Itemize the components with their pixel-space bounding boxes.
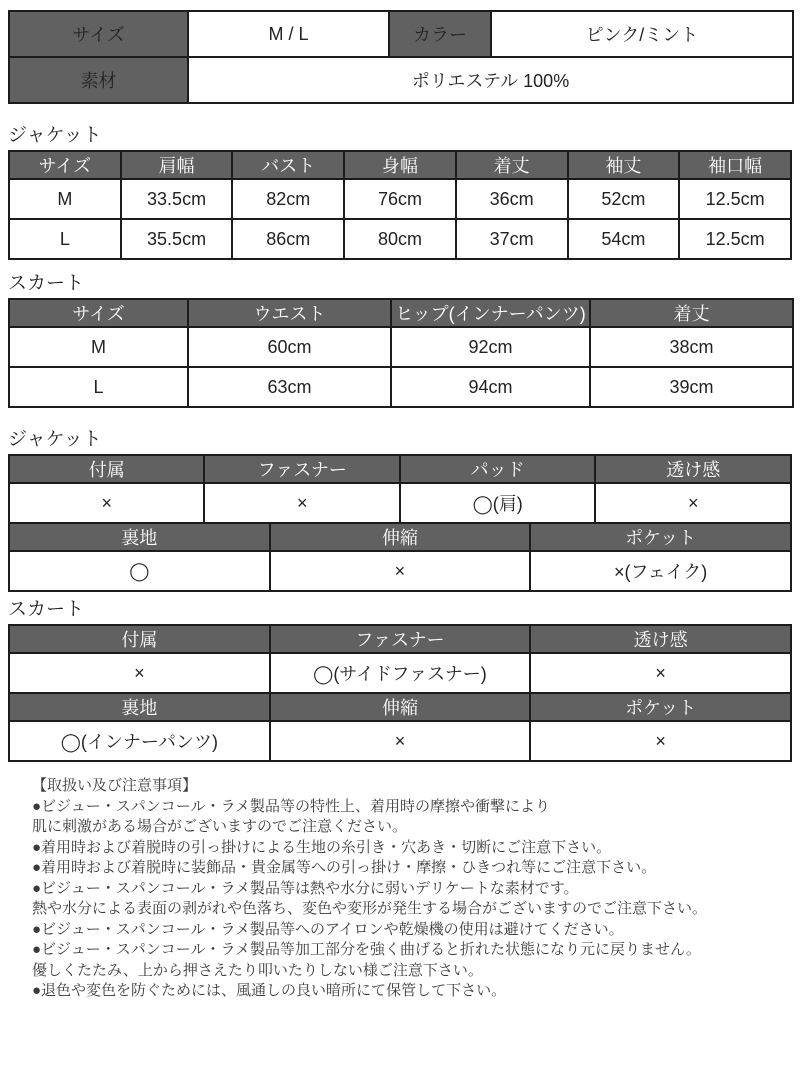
care-notes-title: 【取扱い及び注意事項】 — [32, 777, 198, 794]
data-cell: 37cm — [456, 219, 568, 259]
spec-header-cell: 伸縮 — [270, 693, 531, 721]
table-row — [9, 721, 791, 761]
table-row — [9, 653, 791, 693]
skirt-spec-table — [8, 624, 792, 762]
care-note-line: ●退色や変色を防ぐためには、風通しの良い暗所にて保管して下さい。 — [32, 982, 507, 999]
spec-value-cell: ◯(サイドファスナー) — [270, 653, 531, 693]
spec-value-cell: ◯(インナーパンツ) — [9, 721, 270, 761]
material-value-cell: ポリエステル 100% — [188, 57, 793, 103]
jacket-spec-table — [8, 454, 792, 592]
care-note-line: ●ビジュー・スパンコール・ラメ製品等は熱や水分に弱いデリケートな素材です。 — [32, 879, 579, 897]
care-note-line: ●ビジュー・スパンコール・ラメ製品等加工部分を強く曲げると折れた状態になり元に戻りません。 — [32, 941, 701, 958]
spec-header-cell: ファスナー — [270, 625, 531, 653]
column-header-cell: 着丈 — [456, 151, 568, 179]
data-cell: L — [9, 219, 121, 259]
size-label-cell: サイズ — [9, 11, 188, 57]
spec-header-cell: 透け感 — [530, 625, 791, 653]
spec-header-cell: 付属 — [9, 455, 204, 483]
data-cell: 33.5cm — [121, 179, 233, 219]
table-row — [9, 483, 791, 523]
care-note-line: ●ビジュー・スパンコール・ラメ製品等の特性上、着用時の摩擦や衝撃により — [32, 797, 551, 815]
care-note-line: ●着用時および着脱時に装飾品・貴金属等への引っ掛け・摩擦・ひきつれ等にご注意下さい。 — [32, 859, 657, 876]
data-cell: 52cm — [568, 179, 680, 219]
spec-value-cell: × — [270, 551, 531, 591]
spec-header-cell: 付属 — [9, 625, 270, 653]
spec-header-cell: 透け感 — [595, 455, 791, 483]
data-cell: 36cm — [456, 179, 568, 219]
data-cell: 86cm — [232, 219, 344, 259]
table-row — [9, 179, 791, 219]
spec-header-cell: ポケット — [530, 693, 791, 721]
jacket-size-heading: ジャケット — [8, 125, 102, 146]
column-header-cell: ウエスト — [188, 299, 391, 327]
data-cell: M — [9, 327, 188, 367]
color-label-cell: カラー — [389, 11, 491, 57]
size-value-cell: M / L — [188, 11, 389, 57]
table-row — [9, 551, 791, 591]
care-note-line: 熱や水分による表面の剥がれや色落ち、変色や変形が発生する場合がございますのでご注意下さい。 — [32, 900, 708, 917]
spec-value-cell: × — [204, 483, 399, 523]
spec-value-cell: × — [530, 653, 791, 693]
jacket-size-table — [8, 150, 792, 260]
data-cell: 76cm — [344, 179, 456, 219]
spec-value-cell: × — [595, 483, 791, 523]
skirt-spec-heading: スカート — [8, 599, 85, 620]
column-header-cell: サイズ — [9, 299, 188, 327]
data-cell: 38cm — [590, 327, 793, 367]
spec-header-cell: パッド — [400, 455, 595, 483]
table-row — [9, 327, 793, 367]
spec-header-cell: 裏地 — [9, 523, 270, 551]
care-note-line: ●着用時および着脱時の引っ掛けによる生地の糸引き・穴あき・切断にご注意下さい。 — [32, 838, 612, 856]
data-cell: 60cm — [188, 327, 391, 367]
material-label-cell: 素材 — [9, 57, 188, 103]
spec-header-cell: ポケット — [530, 523, 791, 551]
spec-value-cell: ◯ — [9, 551, 270, 591]
spec-value-cell: × — [9, 483, 204, 523]
spec-value-cell: × — [530, 721, 791, 761]
table-row — [9, 367, 793, 407]
data-cell: 12.5cm — [679, 219, 791, 259]
color-value-cell: ピンク/ミント — [491, 11, 793, 57]
table-row — [9, 219, 791, 259]
data-cell: 63cm — [188, 367, 391, 407]
care-note-line: 優しくたたみ、上から押さえたり叩いたりしない様ご注意下さい。 — [32, 961, 483, 979]
column-header-cell: 身幅 — [344, 151, 456, 179]
column-header-cell: 袖丈 — [568, 151, 680, 179]
column-header-cell: 着丈 — [590, 299, 793, 327]
column-header-cell: 肩幅 — [121, 151, 233, 179]
data-cell: 54cm — [568, 219, 680, 259]
spec-header-cell: 裏地 — [9, 693, 270, 721]
data-cell: L — [9, 367, 188, 407]
care-note-line: ●ビジュー・スパンコール・ラメ製品等へのアイロンや乾燥機の使用は避けてください。 — [32, 920, 624, 938]
spec-value-cell: × — [9, 653, 270, 693]
data-cell: 35.5cm — [121, 219, 233, 259]
spec-header-cell: ファスナー — [204, 455, 399, 483]
column-header-cell: サイズ — [9, 151, 121, 179]
spec-value-cell: × — [270, 721, 531, 761]
spec-header-cell: 伸縮 — [270, 523, 531, 551]
data-cell: 80cm — [344, 219, 456, 259]
skirt-size-table — [8, 298, 794, 408]
skirt-size-heading: スカート — [8, 273, 85, 294]
jacket-spec-heading: ジャケット — [8, 429, 102, 450]
column-header-cell: ヒップ(インナーパンツ) — [391, 299, 590, 327]
data-cell: 82cm — [232, 179, 344, 219]
care-notes — [8, 776, 792, 1002]
spec-value-cell: ×(フェイク) — [530, 551, 791, 591]
care-note-line: 肌に刺激がある場合がございますのでご注意ください。 — [32, 818, 408, 835]
data-cell: 39cm — [590, 367, 793, 407]
product-summary-table — [8, 10, 794, 104]
data-cell: 12.5cm — [679, 179, 791, 219]
data-cell: 94cm — [391, 367, 590, 407]
column-header-cell: 袖口幅 — [679, 151, 791, 179]
column-header-cell: バスト — [232, 151, 344, 179]
spec-value-cell: ◯(肩) — [400, 483, 595, 523]
data-cell: M — [9, 179, 121, 219]
data-cell: 92cm — [391, 327, 590, 367]
